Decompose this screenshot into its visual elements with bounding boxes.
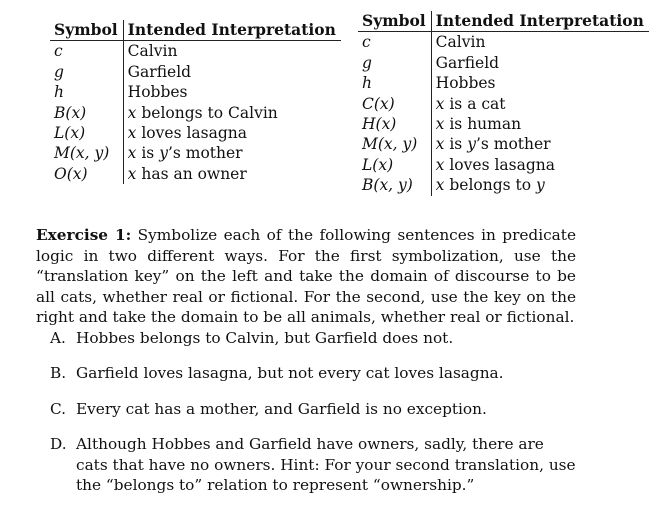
interpretation-header: Intended Interpretation <box>435 11 644 30</box>
item-label: B. <box>50 364 67 383</box>
interpretation-cell: Garfield <box>127 62 192 81</box>
interpretation-cell: Hobbes <box>435 74 496 93</box>
table-row <box>358 73 649 93</box>
symbol-cell: L(x) <box>50 123 123 143</box>
left-translation-key-table <box>50 20 341 184</box>
list-item <box>50 328 580 348</box>
symbol-cell: C(x) <box>358 94 431 114</box>
list-item <box>50 399 580 419</box>
symbol-cell: M(x, y) <box>358 134 431 154</box>
interpretation-cell: x belongs to Calvin <box>127 103 278 122</box>
symbol-cell: H(x) <box>358 114 431 134</box>
interpretation-cell: x loves lasagna <box>435 155 555 174</box>
table-row <box>50 82 341 102</box>
interpretation-cell: Calvin <box>127 42 178 61</box>
table-row <box>50 41 341 62</box>
table-row <box>358 134 649 154</box>
symbol-cell: g <box>50 62 123 82</box>
right-translation-key-table <box>358 11 649 196</box>
interpretation-cell: x loves lasagna <box>127 124 247 143</box>
symbol-cell: B(x) <box>50 103 123 123</box>
item-label: D. <box>50 435 67 454</box>
interpretation-cell: x is a cat <box>435 94 506 113</box>
table-row <box>50 164 341 184</box>
symbol-header: Symbol <box>50 20 123 41</box>
symbol-cell: c <box>50 41 123 62</box>
table-row <box>50 123 341 143</box>
table-row <box>358 53 649 73</box>
symbol-header: Symbol <box>358 11 431 32</box>
table-row <box>358 155 649 175</box>
exercise-items-list <box>50 328 580 510</box>
interpretation-cell: Hobbes <box>127 83 188 102</box>
exercise-title: Exercise 1: <box>36 226 132 245</box>
item-text: Although Hobbes and Garfield have owners, sadly, there are cats that have no owners. Hint: For your second translation, use the “belongs to” relation to represent “ownership.” <box>76 435 576 495</box>
item-label: C. <box>50 399 67 418</box>
list-item <box>50 434 580 495</box>
symbol-cell: h <box>358 73 431 93</box>
item-text: Hobbes belongs to Calvin, but Garfield does not. <box>76 329 454 347</box>
item-text: Every cat has a mother, and Garfield is no exception. <box>76 399 487 418</box>
exercise-paragraph <box>36 225 576 327</box>
symbol-cell: g <box>358 53 431 73</box>
symbol-cell: B(x, y) <box>358 175 431 195</box>
table-header-row <box>50 20 341 41</box>
interpretation-cell: x is y’s mother <box>435 135 551 154</box>
item-text: Garfield loves lasagna, but not every cat loves lasagna. <box>76 364 504 383</box>
interpretation-cell: x is y’s mother <box>127 144 243 163</box>
symbol-cell: M(x, y) <box>50 143 123 163</box>
exercise-text: Symbolize each of the following sentences in predicate logic in two different ways. For the first symbolization, use the “translation key” on the left and take the domain of discourse to be all cats, whether real or fictional. For the second, use the key on the right and take the domain to be all animals, whether real or fictional. <box>36 226 576 326</box>
interpretation-cell: x has an owner <box>127 164 247 183</box>
interpretation-header: Intended Interpretation <box>127 20 336 39</box>
table-row <box>50 143 341 163</box>
interpretation-cell: x belongs to y <box>435 176 545 195</box>
table-row <box>358 114 649 134</box>
symbol-cell: c <box>358 32 431 53</box>
symbol-cell: L(x) <box>358 155 431 175</box>
list-item <box>50 363 580 383</box>
table-row <box>50 62 341 82</box>
table-row <box>358 175 649 195</box>
interpretation-cell: Garfield <box>435 53 500 72</box>
item-label: A. <box>50 329 66 347</box>
interpretation-cell: Calvin <box>435 33 486 52</box>
table-row <box>50 103 341 123</box>
table-row <box>358 94 649 114</box>
symbol-cell: h <box>50 82 123 102</box>
symbol-cell: O(x) <box>50 164 123 184</box>
table-row <box>358 32 649 53</box>
table-header-row <box>358 11 649 32</box>
interpretation-cell: x is human <box>435 115 522 134</box>
